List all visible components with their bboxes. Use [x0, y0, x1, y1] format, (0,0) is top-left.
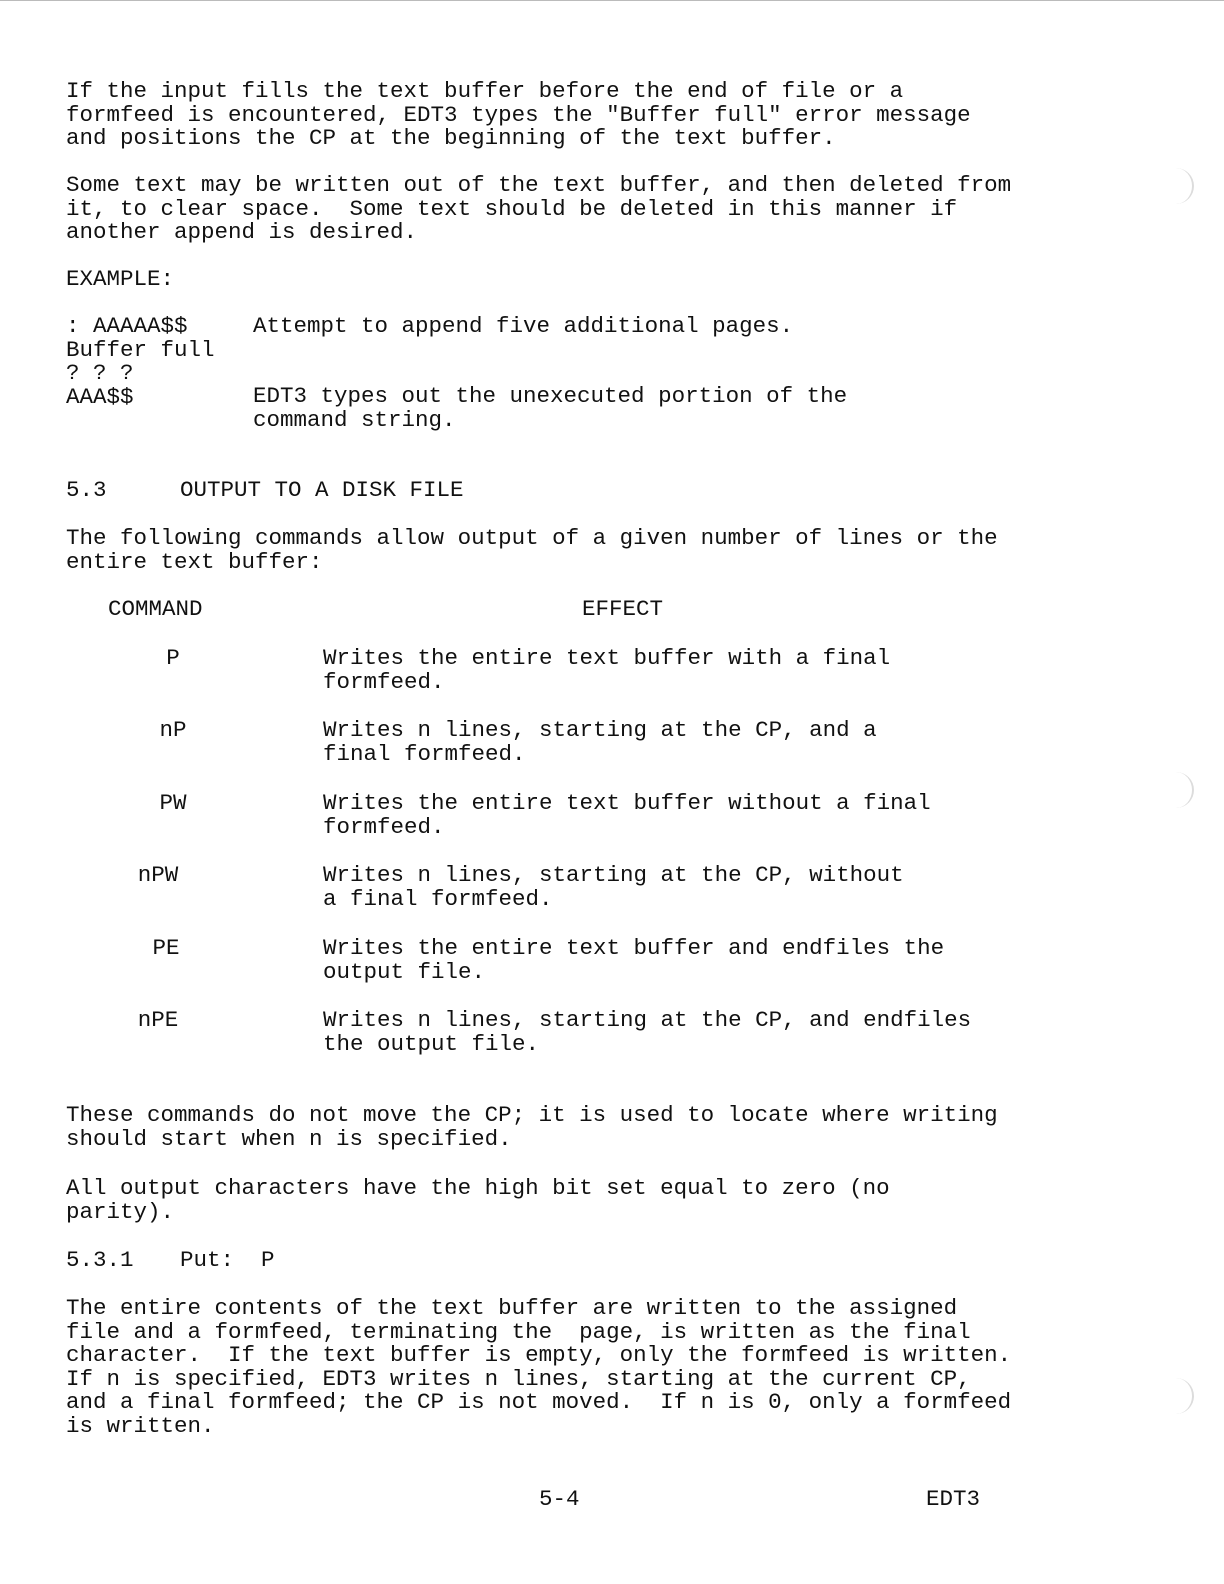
binder-hole-mark [1170, 1378, 1194, 1414]
section-title: OUTPUT TO A DISK FILE [180, 477, 464, 503]
page-top-edge [0, 0, 1224, 1]
binder-hole-mark [1170, 772, 1194, 808]
command-effect: Writes n lines, starting at the CP, without a final formfeed. [323, 862, 904, 912]
subsection-title: Put: P [180, 1247, 275, 1273]
example-label: EXAMPLE: [66, 266, 175, 292]
binder-hole-mark [1170, 168, 1194, 204]
command-effect: Writes the entire text buffer without a final formfeed. [323, 790, 931, 840]
paragraph-put-description: The entire contents of the text buffer are written to the assigned file and a formfeed, terminating the page, is written as the final character. If the text buffer is empty, only the formfeed is written. If n is specified, EDT3 writes n lines, starting at the current CP, and a final formfeed; the CP is not moved. If n is 0, only a formfeed is written. [66, 1295, 1012, 1439]
command-effect: Writes n lines, starting at the CP, and endfiles the output file. [323, 1007, 972, 1057]
subsection-number: 5.3.1 [66, 1247, 134, 1273]
command-name: nP [159, 717, 187, 743]
table-header-effect: EFFECT [582, 596, 664, 622]
command-name: P [166, 645, 180, 671]
paragraph-buffer-full: If the input fills the text buffer before the end of file or a formfeed is encountered, EDT3 types the "Buffer full" error message and positions the CP at the beginning of the text buffer. [66, 78, 971, 151]
paragraph-parity-note: All output characters have the high bit set equal to zero (no parity). [66, 1175, 890, 1225]
command-effect: Writes the entire text buffer with a final formfeed. [323, 645, 891, 695]
table-header-command: COMMAND [108, 596, 203, 622]
command-name: nPW [137, 862, 179, 888]
paragraph-clear-space: Some text may be written out of the text buffer, and then deleted from it, to clear space. Some text should be deleted in this manner if another append is desired. [66, 172, 1012, 245]
command-name: nPE [137, 1007, 179, 1033]
section-number: 5.3 [66, 477, 107, 503]
example-comment-append: Attempt to append five additional pages. [253, 313, 794, 339]
paragraph-commands-intro: The following commands allow output of a given number of lines or the entire text buffer: [66, 525, 998, 575]
command-name: PE [152, 935, 180, 961]
command-name: PW [159, 790, 187, 816]
command-effect: Writes n lines, starting at the CP, and a final formfeed. [323, 717, 877, 767]
example-command-lines: : AAAAA$$ Buffer full ? ? ? AAA$$ [66, 313, 215, 410]
footer-document-name: EDT3 [926, 1486, 981, 1512]
command-effect: Writes the entire text buffer and endfiles the output file. [323, 935, 945, 985]
footer-page-number: 5-4 [539, 1486, 580, 1512]
paragraph-cp-note: These commands do not move the CP; it is used to locate where writing should start when n is specified. [66, 1102, 998, 1152]
example-comment-unexecuted: EDT3 types out the unexecuted portion of the command string. [253, 383, 848, 433]
